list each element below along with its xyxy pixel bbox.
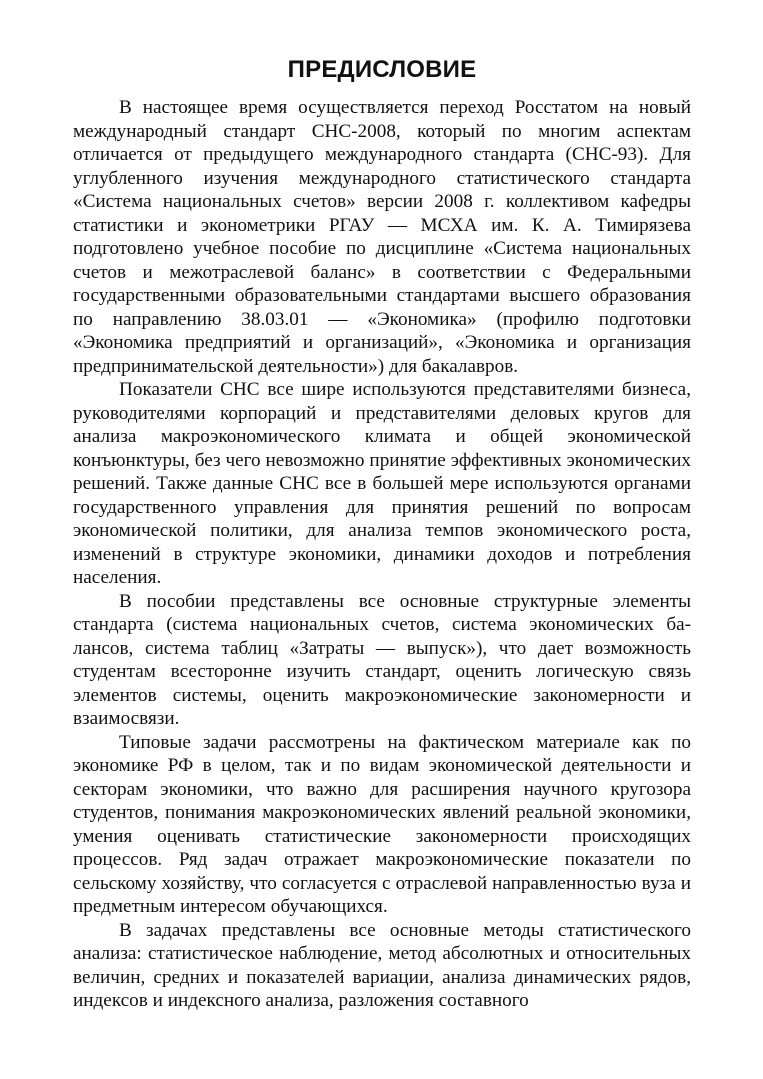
paragraph-3: В пособии представлены все основные структурные элементы стандарта (система национальных счетов, система экономических балансов, система таблиц «Затраты — выпуск»), что дает возможность студентам всесторонне изучить стандарт, оценить логическую связь элементов системы, оценить макроэкономические закономерности и взаимосвязи. [73,590,691,729]
page-title: ПРЕДИСЛОВИЕ [287,56,477,83]
paragraph-1: В настоящее время осуществляется переход Росстатом на новый международный стандарт СНС-2008, который по многим аспектам отличается от предыдущего международного стандарта (СНС-93). Для углубленного изучения международного статистического стандарта «Система национальных счетов» версии 2008 г. коллективом кафедры статистики и эконометрики РГАУ — МСХА им. К. А. Тимирязева подготовлено учебное пособие по дисциплине «Система национальных счетов и межотраслевой баланс» в соответствии с Федеральными государственными образовательными стандартами высшего образования по направлению 38.03.01 — «Экономика» (профилю подготовки «Экономика предприятий и организаций», «Экономика и организация предпринимательской деятельности») для бакалавров. [73,97,691,377]
paragraph-5: В задачах представлены все основные методы статистического анализа: статистическое наблюдение, метод абсолютных и относительных величин, средних и показателей вариации, анализа динамических рядов, индексов и индексного анализа, разложения составного [73,919,691,1011]
paragraph-4: Типовые задачи рассмотрены на фактическом материале как по экономике РФ в целом, так и по видам экономической деятельности и секторам экономики, что важно для расширения научного кругозора студентов, понимания макроэкономических явлений реальной экономики, умения оценивать статистические закономерности происходящих процессов. Ряд задач отражает макроэкономические показатели по сельскому хозяйству, что согласуется с отраслевой направленностью вуза и предметным интересом обучающихся. [73,731,691,917]
paragraph-2: Показатели СНС все шире используются представителями бизнеса, руководителями корпораций и представителями деловых кругов для анализа макроэкономического климата и общей экономической конъюнктуры, без чего невозможно принятие эффективных экономических решений. Также данные СНС все в большей мере используются органами государственного управления для принятия решений по вопросам экономической политики, для анализа темпов экономического роста, изменений в структуре экономики, динамики доходов и потребления населения. [73,379,691,588]
